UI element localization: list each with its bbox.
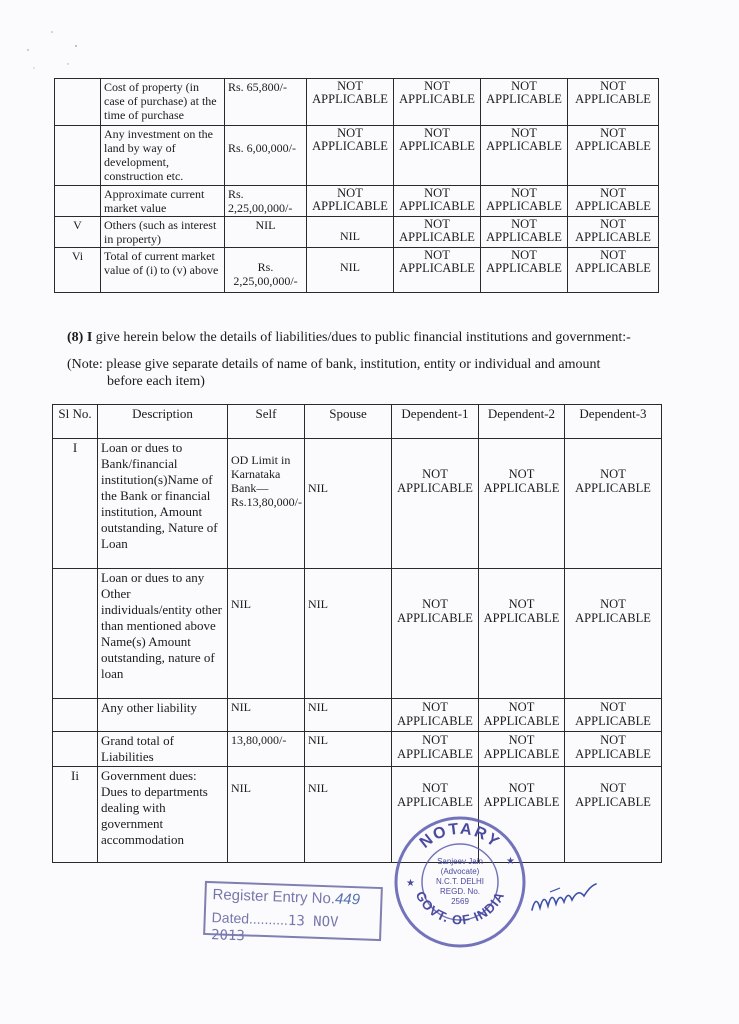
register-date-value: 13 NOV 2013	[210, 912, 339, 945]
sl-cell: V	[55, 217, 101, 248]
dependent-3-cell: NOT APPLICABLE	[565, 569, 662, 699]
register-entry-label: Register Entry No.	[212, 886, 336, 908]
dependent-3-cell: NOT APPLICABLE	[568, 248, 659, 293]
sl-cell	[55, 79, 101, 126]
notary-regd-number: 2569	[451, 897, 469, 906]
spouse-cell: NIL	[305, 732, 392, 767]
dependent-1-cell: NOT APPLICABLE	[394, 126, 481, 186]
register-entry-number: 449	[334, 890, 361, 909]
sl-cell: I	[53, 439, 98, 569]
liabilities-table	[52, 404, 662, 863]
dependent-1-cell: NOT APPLICABLE	[392, 732, 479, 767]
dependent-3-cell: NOT APPLICABLE	[565, 699, 662, 732]
table-row	[53, 767, 662, 863]
sl-cell: Vi	[55, 248, 101, 293]
description-cell: Loan or dues to Bank/financial institution(s)Name of the Bank or financial institution, Amount outstanding, Nature of Loan	[98, 439, 228, 569]
register-entry-stamp	[203, 881, 383, 945]
self-cell: NIL	[228, 767, 305, 863]
notary-place: N.C.T. DELHI	[435, 877, 485, 886]
notary-role: (Advocate)	[440, 867, 480, 876]
dependent-2-cell: NOT APPLICABLE	[481, 217, 568, 248]
self-cell: NIL	[228, 699, 305, 732]
spouse-cell: NOT APPLICABLE	[307, 186, 394, 217]
dependent-2-cell: NOT APPLICABLE	[481, 248, 568, 293]
description-cell: Others (such as interest in property)	[101, 217, 225, 248]
sl-cell	[53, 699, 98, 732]
header-spouse: Spouse	[305, 405, 392, 439]
header-dependent-1: Dependent-1	[392, 405, 479, 439]
notary-top-text: NOTARY	[416, 820, 504, 852]
dependent-3-cell: NOT APPLICABLE	[568, 79, 659, 126]
dependent-2-cell: NOT APPLICABLE	[479, 767, 565, 863]
dependent-2-cell: NOT APPLICABLE	[479, 732, 565, 767]
self-cell: NIL	[228, 569, 305, 699]
star-icon: ★	[506, 856, 515, 867]
spouse-cell: NIL	[305, 699, 392, 732]
description-cell: Cost of property (in case of purchase) at the time of purchase	[101, 79, 225, 126]
table-row	[55, 126, 659, 186]
self-cell: NIL	[225, 217, 307, 248]
section-8-heading-text: give herein below the details of liabilities/dues to public financial institutions and government:-	[92, 330, 631, 345]
description-cell: Any other liability	[98, 699, 228, 732]
header-description: Description	[98, 405, 228, 439]
self-cell: OD Limit in Karnataka Bank— Rs.13,80,000/-	[228, 439, 305, 569]
self-cell: 13,80,000/-	[228, 732, 305, 767]
dependent-3-cell: NOT APPLICABLE	[565, 439, 662, 569]
table-row	[55, 186, 659, 217]
notary-regd-label: REGD. No.	[439, 887, 481, 896]
dependent-1-cell: NOT APPLICABLE	[394, 79, 481, 126]
spouse-cell: NIL	[305, 569, 392, 699]
register-date-line: Dated..........13 NOV 2013	[210, 909, 339, 945]
dependent-2-cell: NOT APPLICABLE	[481, 79, 568, 126]
spouse-cell: NOT APPLICABLE	[307, 126, 394, 186]
description-cell: Approximate current market value	[101, 186, 225, 217]
dependent-2-cell: NOT APPLICABLE	[479, 569, 565, 699]
sl-cell	[53, 732, 98, 767]
self-cell: Rs. 2,25,00,000/-	[225, 248, 307, 293]
table-row	[55, 248, 659, 293]
dependent-1-cell: NOT APPLICABLE	[392, 767, 479, 863]
dependent-3-cell: NOT APPLICABLE	[565, 767, 662, 863]
register-entry-line	[212, 886, 360, 908]
table-row	[53, 699, 662, 732]
spouse-cell: NIL	[305, 439, 392, 569]
table-header-row	[53, 405, 662, 439]
table-row	[53, 569, 662, 699]
description-cell: Total of current market value of (i) to (v) above	[101, 248, 225, 293]
table-row	[55, 217, 659, 248]
header-dependent-2: Dependent-2	[479, 405, 565, 439]
dependent-3-cell: NOT APPLICABLE	[568, 217, 659, 248]
spouse-cell: NIL	[307, 217, 394, 248]
sl-cell	[55, 126, 101, 186]
section-8-note	[67, 356, 627, 390]
dependent-3-cell: NOT APPLICABLE	[565, 732, 662, 767]
table-row	[53, 732, 662, 767]
dependent-1-cell: NOT APPLICABLE	[392, 699, 479, 732]
dependent-3-cell: NOT APPLICABLE	[568, 126, 659, 186]
dependent-2-cell: NOT APPLICABLE	[481, 126, 568, 186]
dependent-1-cell: NOT APPLICABLE	[392, 439, 479, 569]
dependent-2-cell: NOT APPLICABLE	[479, 439, 565, 569]
section-8-heading	[67, 330, 727, 346]
table-row	[55, 79, 659, 126]
table-row	[53, 439, 662, 569]
header-sl-no: Sl No.	[53, 405, 98, 439]
description-cell: Grand total of Liabilities	[98, 732, 228, 767]
spouse-cell: NIL	[307, 248, 394, 293]
spouse-cell: NOT APPLICABLE	[307, 79, 394, 126]
header-self: Self	[228, 405, 305, 439]
handwritten-signature	[530, 880, 600, 920]
sl-cell	[55, 186, 101, 217]
description-cell: Government dues: Dues to departments dealing with government accommodation	[98, 767, 228, 863]
section-8-number: (8) I	[67, 330, 93, 345]
sl-cell: Ii	[53, 767, 98, 863]
dependent-1-cell: NOT APPLICABLE	[394, 217, 481, 248]
header-dependent-3: Dependent-3	[565, 405, 662, 439]
notary-name: Sanjeev Jain	[437, 857, 483, 866]
description-cell: Any investment on the land by way of development, construction etc.	[101, 126, 225, 186]
dependent-2-cell: NOT APPLICABLE	[479, 699, 565, 732]
dependent-1-cell: NOT APPLICABLE	[392, 569, 479, 699]
self-cell: Rs. 2,25,00,000/-	[225, 186, 307, 217]
spouse-cell: NIL	[305, 767, 392, 863]
note-line-2: before each item)	[107, 374, 205, 389]
register-date-label: Dated	[211, 909, 250, 927]
dependent-2-cell: NOT APPLICABLE	[481, 186, 568, 217]
dependent-3-cell: NOT APPLICABLE	[568, 186, 659, 217]
notary-bottom-text: GOVT. OF INDIA	[412, 888, 508, 928]
self-cell: Rs. 65,800/-	[225, 79, 307, 126]
description-cell: Loan or dues to any Other individuals/entity other than mentioned above Name(s) Amount outstanding, nature of loan	[98, 569, 228, 699]
star-icon: ★	[406, 878, 415, 889]
notary-seal	[390, 812, 530, 952]
sl-cell	[53, 569, 98, 699]
paper-specks	[20, 20, 100, 80]
dependent-1-cell: NOT APPLICABLE	[394, 248, 481, 293]
self-cell: Rs. 6,00,000/-	[225, 126, 307, 186]
note-line-1: (Note: please give separate details of name of bank, institution, entity or individual and amount	[67, 357, 601, 372]
dependent-1-cell: NOT APPLICABLE	[394, 186, 481, 217]
assets-table-continued	[54, 78, 659, 293]
